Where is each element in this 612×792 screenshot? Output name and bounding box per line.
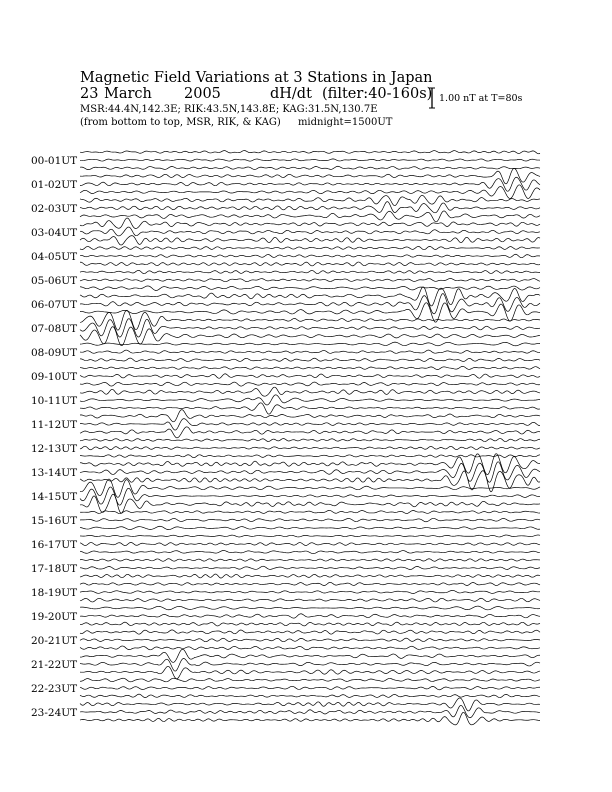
hour-label: 12-13UT <box>31 443 78 455</box>
date-year: 2005 <box>184 86 221 102</box>
trace-line-msr <box>80 630 540 634</box>
quantity-label: dH/dt <box>270 86 312 102</box>
hour-label: 13-14UT <box>31 467 78 479</box>
trace-line-rik <box>80 518 540 521</box>
hour-label: 19-20UT <box>31 611 78 623</box>
trace-line-kag <box>80 694 540 697</box>
trace-line-msr <box>80 310 540 330</box>
trace-line-kag <box>80 712 540 724</box>
trace-line-msr <box>80 387 540 396</box>
trace-line-msr <box>80 582 540 585</box>
chart-title: Magnetic Field Variations at 3 Stations in Japan <box>80 70 433 86</box>
hour-label: 20-21UT <box>31 635 78 647</box>
trace-line-rik <box>80 227 540 236</box>
trace-line-kag <box>80 526 540 529</box>
trace-line-rik <box>80 686 540 689</box>
trace-line-rik <box>80 350 540 353</box>
trace-line-rik <box>80 614 540 618</box>
hour-label: 23-24UT <box>31 707 78 719</box>
trace-line-kag <box>80 622 540 626</box>
trace-line-kag <box>80 494 540 513</box>
trace-line-kag <box>80 427 540 438</box>
trace-line-rik <box>80 638 540 642</box>
trace-line-msr <box>80 218 540 229</box>
trace-line-kag <box>80 666 540 678</box>
trace-line-rik <box>80 542 540 545</box>
trace-line-kag <box>80 262 540 266</box>
trace-line-msr <box>80 246 540 249</box>
hour-label: 04-05UT <box>31 251 78 263</box>
trace-line-msr <box>80 342 540 346</box>
hour-label: 18-19UT <box>31 587 78 599</box>
trace-line-rik <box>80 159 540 161</box>
hour-label: 08-09UT <box>31 347 78 359</box>
order-text: (from bottom to top, MSR, RIK, & KAG) <box>80 117 281 128</box>
trace-line-rik <box>80 177 540 191</box>
trace-line-msr <box>80 151 540 154</box>
trace-line-msr <box>80 438 540 441</box>
trace-line-msr <box>80 410 540 422</box>
trace-line-rik <box>80 395 540 405</box>
trace-line-rik <box>80 659 540 672</box>
hour-label: 22-23UT <box>31 683 78 695</box>
trace-line-msr <box>80 559 540 562</box>
hour-label: 15-16UT <box>31 515 78 527</box>
trace-line-msr <box>80 606 540 610</box>
trace-line-kag <box>80 551 540 554</box>
hour-label: 10-11UT <box>31 395 78 407</box>
hour-label: 09-10UT <box>31 371 78 383</box>
trace-line-kag <box>80 646 540 650</box>
trace-line-msr <box>80 270 540 273</box>
trace-line-msr <box>80 698 540 711</box>
trace-line-kag <box>80 166 540 169</box>
trace-line-msr <box>80 168 540 184</box>
hour-label: 06-07UT <box>31 299 78 311</box>
hour-label: 00-01UT <box>31 155 78 167</box>
trace-line-kag <box>80 327 540 346</box>
trace-line-msr <box>80 454 540 475</box>
date-day: 23 <box>80 86 99 102</box>
trace-line-rik <box>80 294 540 314</box>
trace-line-kag <box>80 211 540 222</box>
hour-label: 03-04UT <box>31 227 78 239</box>
trace-line-kag <box>80 185 540 199</box>
trace-line-rik <box>80 254 540 257</box>
trace-line-kag <box>80 382 540 386</box>
trace-line-kag <box>80 455 540 458</box>
hour-label: 14-15UT <box>31 491 78 503</box>
trace-line-msr <box>80 287 540 306</box>
trace-line-msr <box>80 366 540 369</box>
trace-line-msr <box>80 535 540 537</box>
hour-label: 11-12UT <box>31 419 78 431</box>
hour-label: 01-02UT <box>31 179 78 191</box>
trace-line-msr <box>80 678 540 682</box>
trace-line-msr <box>80 510 540 513</box>
trace-line-rik <box>80 202 540 213</box>
hour-label: 21-22UT <box>31 659 78 671</box>
hour-label: 17-18UT <box>31 563 78 575</box>
trace-line-rik <box>80 590 540 593</box>
hour-label: 05-06UT <box>31 275 78 287</box>
trace-line-rik <box>80 446 540 450</box>
trace-line-kag <box>80 286 540 291</box>
station-coordinates: MSR:44.4N,142.3E; RIK:43.5N,143.8E; KAG:31.5N,130.7E <box>80 104 378 115</box>
midnight-text: midnight=1500UT <box>297 117 393 128</box>
trace-line-rik <box>80 566 540 569</box>
trace-line-msr <box>80 649 540 662</box>
filter-label: (filter:40-160s) <box>322 86 433 102</box>
trace-line-rik <box>80 278 540 281</box>
trace-line-rik <box>80 374 540 379</box>
trace-line-kag <box>80 574 540 578</box>
hour-label: 07-08UT <box>31 323 78 335</box>
date-month: March <box>104 86 152 102</box>
trace-line-rik <box>80 419 540 431</box>
trace-line-kag <box>80 598 540 602</box>
trace-line-rik <box>80 319 540 337</box>
hour-label: 16-17UT <box>31 539 78 551</box>
trace-line-kag <box>80 358 540 361</box>
hour-label: 02-03UT <box>31 203 78 215</box>
trace-line-msr <box>80 195 540 205</box>
trace-line-kag <box>80 403 540 414</box>
trace-line-kag <box>80 236 540 245</box>
scale-label: 1.00 nT at T=80s <box>439 93 523 104</box>
